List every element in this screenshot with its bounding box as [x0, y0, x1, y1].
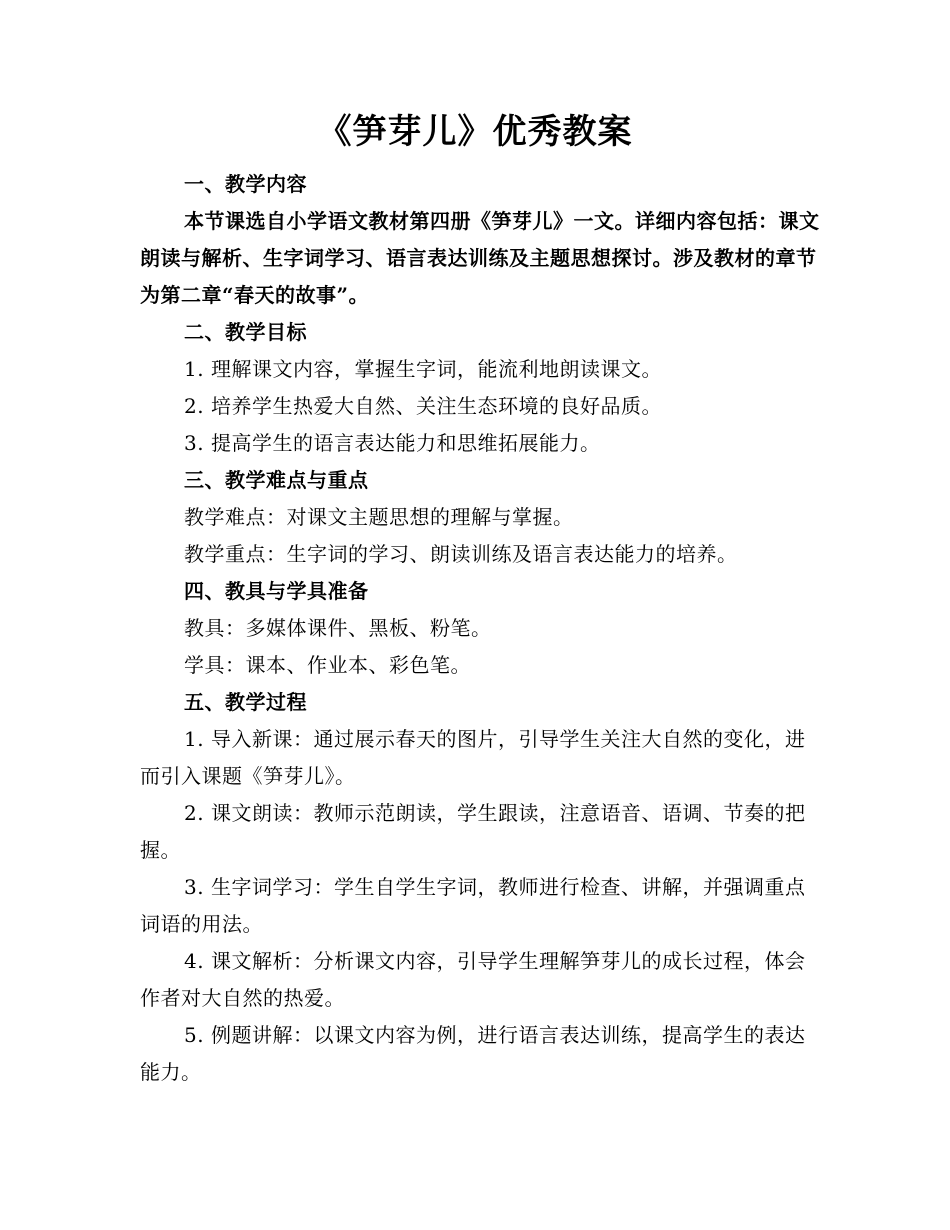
section-heading-materials: 四、教具与学具准备 [184, 579, 369, 603]
section-heading-objectives: 二、教学目标 [184, 320, 307, 344]
document-title: 《笋芽儿》优秀教案 [317, 112, 633, 152]
section-heading-key-points: 三、教学难点与重点 [184, 468, 369, 492]
section-heading-process: 五、教学过程 [184, 690, 307, 714]
materials-item: 学具：课本、作业本、彩色笔。 [184, 653, 471, 677]
process-step: 2. 课文朗读：教师示范朗读，学生跟读，注意语音、语调、节奏的把握。 [140, 801, 806, 862]
process-step: 3. 生字词学习：学生自学生字词，教师进行检查、讲解，并强调重点词语的用法。 [140, 875, 806, 936]
key-point-item: 教学重点：生字词的学习、朗读训练及语言表达能力的培养。 [184, 542, 738, 566]
process-step: 1. 导入新课：通过展示春天的图片，引导学生关注大自然的变化，进而引入课题《笋芽儿》。 [140, 727, 806, 788]
document-body [140, 166, 820, 1091]
objective-item: 1. 理解课文内容，掌握生字词，能流利地朗读课文。 [184, 357, 662, 381]
process-step: 5. 例题讲解：以课文内容为例，进行语言表达训练，提高学生的表达能力。 [140, 1023, 806, 1084]
objective-item: 3. 提高学生的语言表达能力和思维拓展能力。 [184, 431, 601, 455]
objective-item: 2. 培养学生热爱大自然、关注生态环境的良好品质。 [184, 394, 662, 418]
materials-item: 教具：多媒体课件、黑板、粉笔。 [184, 616, 492, 640]
key-point-item: 教学难点：对课文主题思想的理解与掌握。 [184, 505, 574, 529]
section-heading-content: 一、教学内容 [184, 172, 307, 196]
process-step: 4. 课文解析：分析课文内容，引导学生理解笋芽儿的成长过程，体会作者对大自然的热爱。 [140, 949, 806, 1010]
section-paragraph: 本节课选自小学语文教材第四册《笋芽儿》一文。详细内容包括：课文朗读与解析、生字词学习、语言表达训练及主题思想探讨。涉及教材的章节为第二章“春天的故事”。 [140, 209, 820, 307]
